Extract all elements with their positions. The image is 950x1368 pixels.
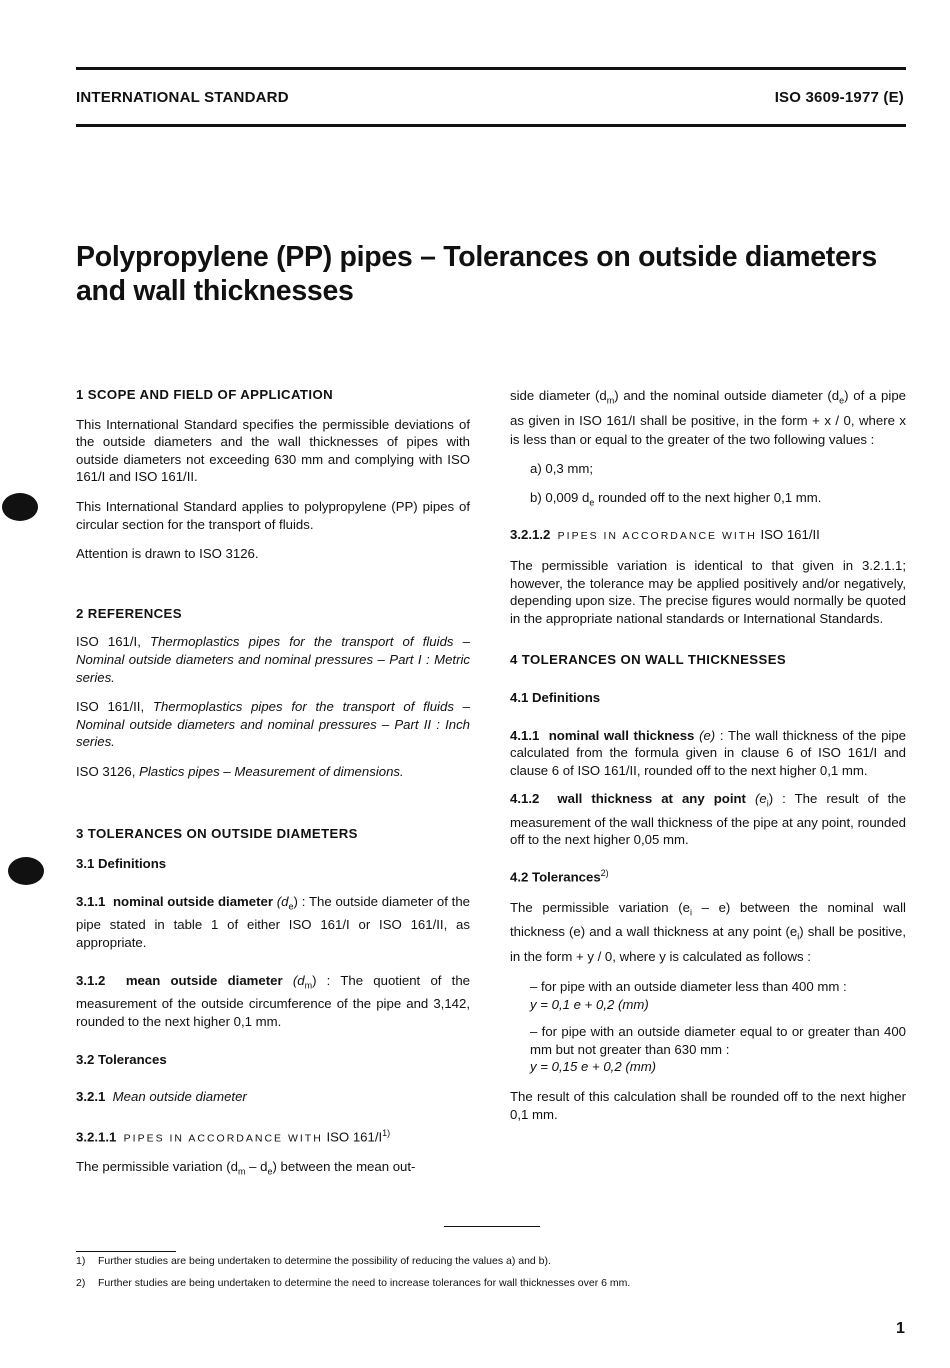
revision-marker-dot [2, 493, 38, 521]
title-line-2: and wall thicknesses [76, 275, 354, 307]
section-1-para-1: This International Standard specifies the permissible deviations of the outside diameters and the wall thicknesses of pipes with outside diameters not exceeding 630 mm and complying with ISO 161/I and ISO 161/II. [76, 416, 470, 485]
header-top-rule [76, 67, 906, 70]
page-number: 1 [896, 1320, 905, 1337]
clause-3-2-heading: 3.2 Tolerances [76, 1051, 167, 1067]
clause-4-2-text: The permissible variation $(e_i - e)$ between the nominal wall thickness (e) and a wall thickness at any point $(e_i)$ shall be positive, in the form + y / 0, where y is calculated as follows : [510, 899, 906, 965]
footnote-center-rule [444, 1226, 540, 1227]
clause-3-2-1-heading: 3.2.1 Mean outside diameter [76, 1089, 247, 1105]
clause-3-1-2: 3.1.2 mean outside diameter $(d_m)$ : The quotient of the measurement of the outside circumference of the pipe and 3,142, rounded to the next higher 0,1 mm. [76, 973, 471, 1029]
footnote-2: 2) Further studies are being undertaken to determine the need to increase tolerances for wall thicknesses over 6 mm. [76, 1277, 631, 1289]
section-4-heading: 4 TOLERANCES ON WALL THICKNESSES [510, 652, 787, 668]
footnote-rule [76, 1251, 176, 1252]
page-title [76, 240, 916, 308]
section-2-heading: 2 REFERENCES [76, 605, 182, 621]
title-line-1: Polypropylene (PP) pipes – Tolerances on outside diameters [76, 241, 877, 273]
reference-3: ISO 3126, Plastics pipes – Measurement of dimensions. [76, 763, 404, 779]
tolerance-form-y: + y / 0 [575, 949, 613, 965]
header-bottom-rule [76, 124, 906, 127]
section-1-heading: 1 SCOPE AND FIELD OF APPLICATION [76, 387, 334, 402]
revision-marker-dot [8, 857, 44, 885]
clause-4-2-final: The result of this calculation shall be rounded off to the next higher 0,1 mm. [510, 1089, 906, 1122]
clause-3-1-heading: 3.1 Definitions [76, 856, 167, 872]
clause-3-1-1: 3.1.1 nominal outside diameter $(d_e)$ : The outside diameter of the pipe stated in table 1 of either ISO 161/I or ISO 161/II, as appropriate. [76, 893, 471, 950]
section-1-para-2: This International Standard applies to polypropylene (PP) pipes of circular section for the transport of fluids. [76, 498, 470, 532]
clause-3-2-1-1-heading: 3.2.1.1 PIPES IN ACCORDANCE WITH ISO $161/I^{1)}$ [76, 1127, 391, 1145]
dash-item-2: – for pipe with an outside diameter equal to or greater than 400 mm but not greater than 630 mm : y = 0,15 e + 0,2 (mm) [530, 1024, 906, 1075]
clause-3-2-1-2-heading: 3.2.1.2 PIPES IN ACCORDANCE WITH ISO 161/II [510, 527, 820, 543]
section-1-para-3: Attention is drawn to ISO 3126. [76, 546, 259, 562]
list-item-a: a) 0,3 mm; [530, 460, 594, 476]
dash-item-1: – for pipe with an outside diameter less than 400 mm : y = 0,1 e + 0,2 (mm) [530, 979, 847, 1012]
header-doc-type: INTERNATIONAL STANDARD [76, 89, 289, 106]
section-3-heading: 3 TOLERANCES ON OUTSIDE DIAMETERS [76, 825, 358, 841]
left-column [76, 386, 470, 1181]
right-column [510, 386, 906, 1123]
clause-4-1-1: 4.1.1 nominal wall thickness (e) : The wall thickness of the pipe calculated from the formula given in clause 6 of ISO 161/I and clause 6 of ISO 161/II, rounded off to the next higher 0,1 mm. [510, 727, 907, 778]
header-doc-number: ISO 3609-1977 (E) [774, 89, 904, 106]
clause-4-1-heading: 4.1 Definitions [510, 690, 601, 706]
clause-4-2-heading: 4.2 Tolerances$^{2)}$ [510, 867, 609, 885]
tolerance-form-x: + x / 0 [812, 412, 851, 428]
clause-4-1-2: 4.1.2 wall thickness at any point $(e_i)$ : The result of the measurement of the wall thickness of the pipe at any point, rounded off to the next higher 0,05 mm. [510, 791, 906, 848]
clause-3-2-1-1-text: The permissible variation $(d_m - d_e)$ between the mean out- [76, 1158, 416, 1177]
clause-3-2-1-2-text: The permissible variation is identical to that given in 3.2.1.1; however, the tolerance may be applied positively and/or negatively, depending upon size. The precise figures would normally be quoted in the appropriate national standards or International Standards. [510, 558, 906, 626]
reference-2: ISO 161/II, Thermoplastics pipes for the transport of fluids – Nominal outside diameters and nominal pressures – Part II : Inch series. [76, 699, 471, 750]
list-item-b: b) 0,009 $d_e$ rounded off to the next higher 0,1 mm. [530, 490, 822, 508]
reference-1: ISO 161/I, Thermoplastics pipes for the transport of fluids – Nominal outside diameters and nominal pressures – Part I : Metric series. [76, 634, 470, 685]
clause-3-2-1-1-continued: side diameter $(d_m)$ and the nominal outside diameter $(d_e)$ of a pipe as given in ISO 161/I shall be positive, in the form + x / 0, where x is less than or equal to the greater of the two following values : [510, 388, 906, 447]
footnote-1: 1) Further studies are being undertaken to determine the possibility of reducing the values a) and b). [76, 1255, 551, 1267]
